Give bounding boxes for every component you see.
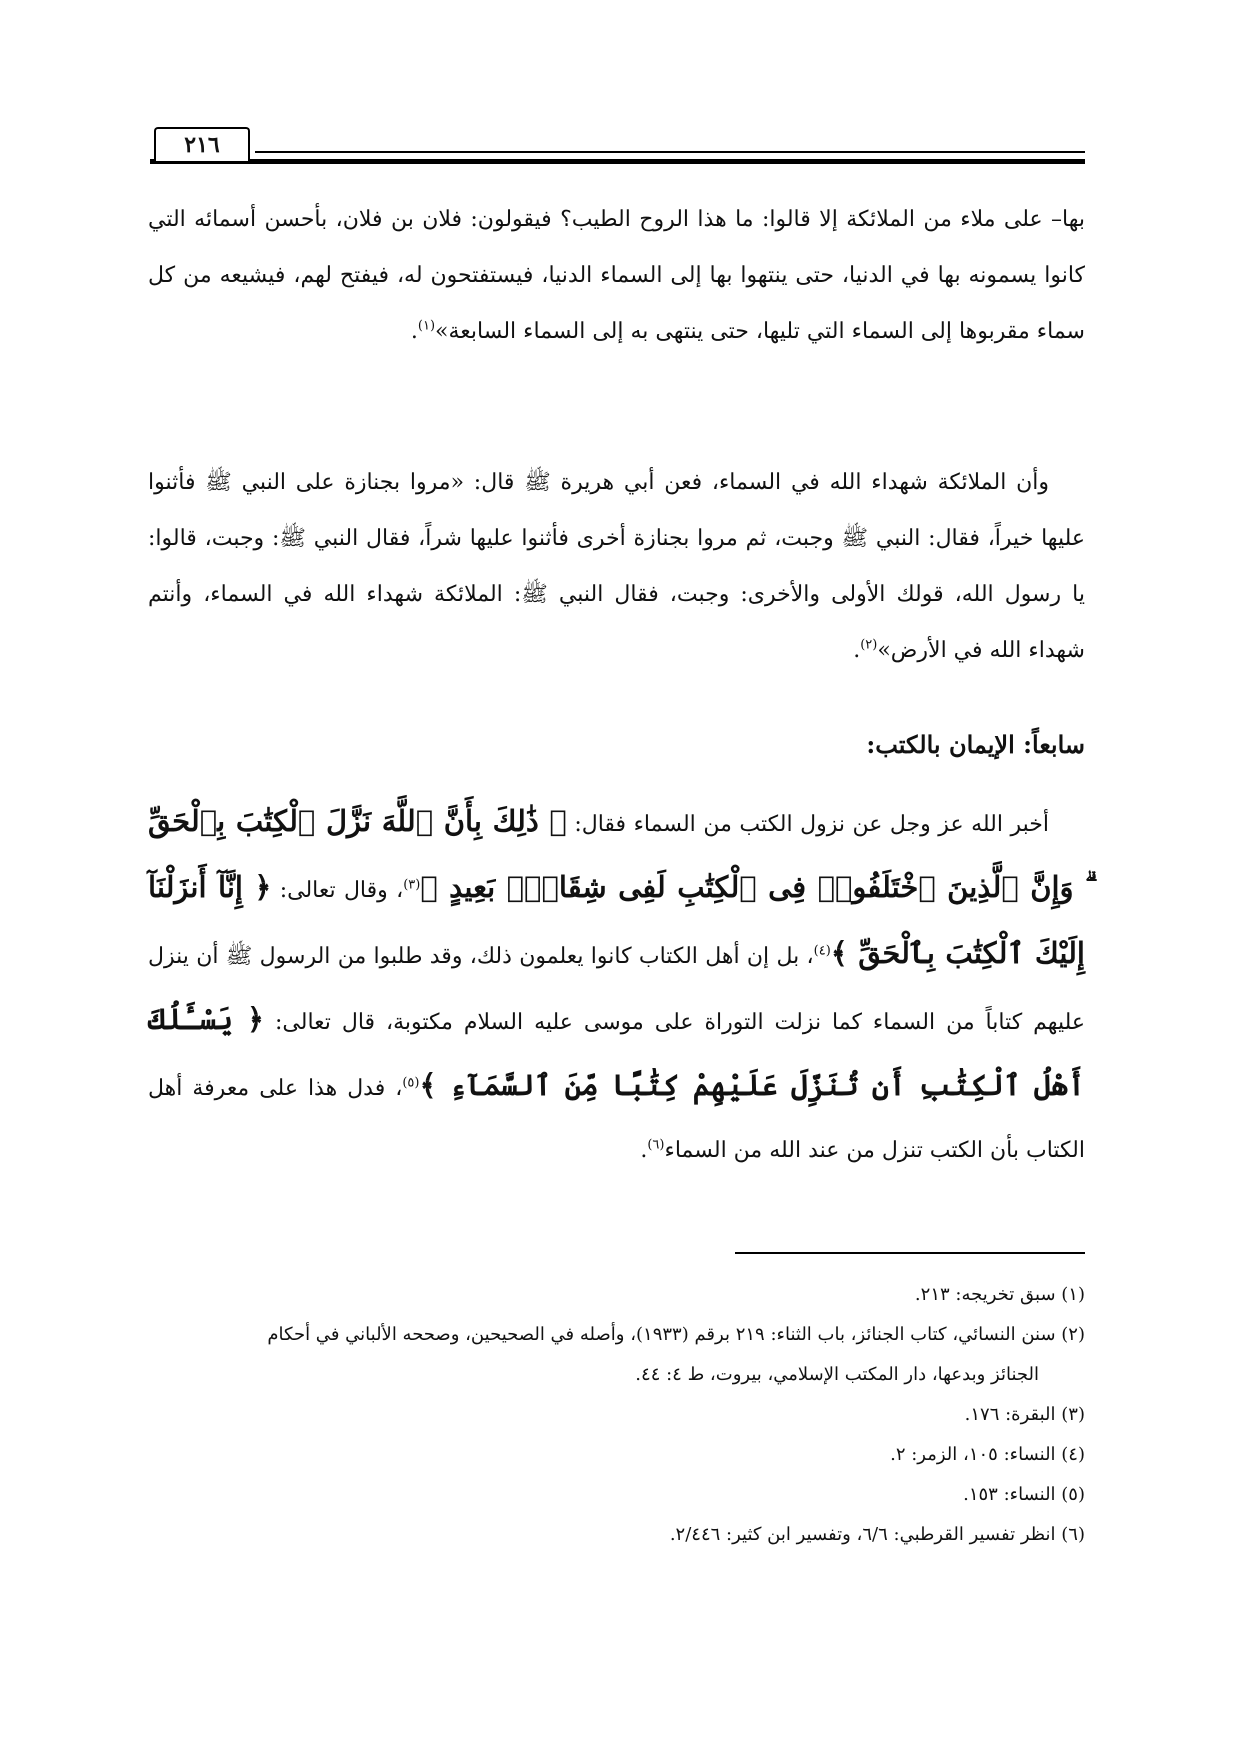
paragraph-2-text: وأن الملائكة شهداء الله في السماء، فعن أبي هريرة ﷺ قال: «مروا بجنازة على النبي ﷺ فأثنوا عليها خيراً، فقال: النبي ﷺ وجبت، ثم مروا بجنازة أخرى فأثنوا عليها شراً، فقال النبي ﷺ: وجبت، قالوا: يا رسول الله، قولك الأولى والأخرى: وجبت، فقال النبي ﷺ: الملائكة شهداء الله في السماء، وأنتم شهداء الله في الأرض» [148, 470, 1085, 663]
footnote-ref-1[interactable]: (١) [417, 318, 436, 334]
paragraph-1 [148, 192, 1085, 360]
footnote-2: (٢) سنن النسائي، كتاب الجنائز، باب الثناء: ٢١٩ برقم (١٩٣٣)، وأصله في الصحيحين، وصححه الألباني في أحكام [267, 1324, 1085, 1345]
footnote-2-continued: الجنائز وبدعها، دار المكتب الإسلامي، بيروت، ط ٤: ٤٤. [635, 1364, 1039, 1385]
paragraph-3-text-d: ، فدل هذا على معرفة أهل الكتاب بأن الكتب تنزل من عند الله من السماء [148, 1076, 1085, 1163]
paragraph-3-end: . [640, 1138, 648, 1163]
footnote-ref-3[interactable]: (٣) [403, 877, 421, 893]
page-number: ٢١٦ [154, 127, 250, 161]
quran-verse-1: ﴿ ذَٰلِكَ بِأَنَّ ٱللَّهَ نَزَّلَ ٱلْكِتَٰبَ بِٱلْحَقِّ ۗ وَإِنَّ ٱلَّذِينَ ٱخْتَلَفُوا۟ فِى ٱلْكِتَٰبِ لَفِى شِقَاقٍۭ بَعِيدٍ ﴾ [148, 804, 1085, 904]
paragraph-2 [148, 455, 1085, 679]
footnote-ref-6[interactable]: (٦) [647, 1137, 665, 1153]
paragraph-1-end: . [410, 319, 418, 344]
footnote-4: (٤) النساء: ١٠٥، الزمر: ٢. [890, 1444, 1085, 1465]
paragraph-3-text-c: ، بل إن أهل الكتاب كانوا يعلمون ذلك، وقد طلبوا من الرسول ﷺ أن ينزل عليهم كتاباً من السماء كما نزلت التوراة على موسى عليه السلام مكتوبة، قال تعالى: [148, 944, 1085, 1035]
paragraph-3 [148, 790, 1085, 1182]
footnote-separator [735, 1252, 1085, 1254]
footnote-ref-5[interactable]: (٥) [402, 1075, 420, 1091]
paragraph-3-text-b: ، وقال تعالى: [271, 878, 404, 903]
footnotes [148, 1275, 1085, 1555]
footnote-ref-2[interactable]: (٢) [860, 637, 878, 653]
paragraph-1-text: بها– على ملاء من الملائكة إلا قالوا: ما هذا الروح الطيب؟ فيقولون: فلان بن فلان، بأحسن أسمائه التي كانوا يسمونه بها في الدنيا، حتى ينتهوا بها إلى السماء الدنيا، فيستفتحون له، فيفتح لهم، فيشيعه من كل سماء مقربوها إلى السماء التي تليها، حتى ينتهى به إلى السماء السابعة» [148, 207, 1085, 344]
footnote-5: (٥) النساء: ١٥٣. [963, 1484, 1085, 1505]
section-heading: سابعاً: الإيمان بالكتب: [866, 730, 1085, 759]
footnote-3: (٣) البقرة: ١٧٦. [964, 1404, 1085, 1425]
footnote-1: (١) سبق تخريجه: ٢١٣. [914, 1284, 1085, 1305]
header-thin-rule [255, 151, 1085, 153]
header-thick-rule [150, 159, 1085, 164]
quran-verse-3: ﴿ يَسْـَٔلُكَ أَهْلُ ٱلْكِتَٰبِ أَن تُنَزِّلَ عَلَيْهِمْ كِتَٰبًا مِّنَ ٱلسَّمَآءِ ﴾ [148, 1002, 1085, 1102]
footnote-6: (٦) انظر تفسير القرطبي: ٦/٦، وتفسير ابن كثير: ٢/٤٤٦. [669, 1524, 1085, 1545]
footnote-ref-4[interactable]: (٤) [813, 943, 831, 959]
paragraph-2-end: . [853, 638, 861, 663]
page-header [150, 125, 1085, 165]
quran-verse-2: ﴿ إِنَّآ أَنزَلْنَآ إِلَيْكَ ٱلْكِتَٰبَ بِٱلْحَقِّ ﴾ [148, 870, 1085, 970]
paragraph-3-text-a: أخبر الله عز وجل عن نزول الكتب من السماء فقال: [566, 812, 1049, 837]
